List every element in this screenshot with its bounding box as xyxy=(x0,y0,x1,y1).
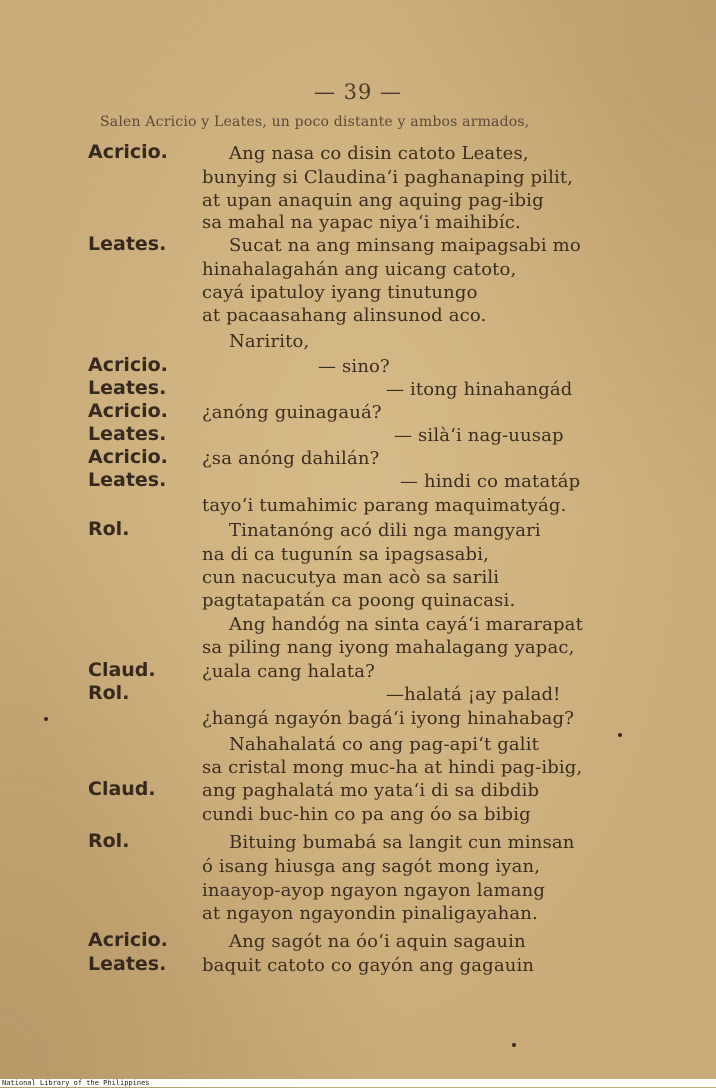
verse-line: — sino? xyxy=(318,356,390,377)
verse-line: — itong hinahangád xyxy=(386,379,573,400)
verse-line: baquit catoto co gayón ang gagauin xyxy=(202,955,535,976)
speaker-name: Acricio. xyxy=(88,400,168,422)
verse-line: Ang sagót na óo‘i aquin sagauin xyxy=(229,931,526,952)
verse-line: Ang nasa co disin catoto Leates, xyxy=(229,143,529,164)
verse-line: Naririto, xyxy=(229,331,310,352)
verse-line: at pacaasahang alinsunod aco. xyxy=(202,305,487,326)
verse-line: at upan anaquin ang aquing pag-ibig xyxy=(202,190,544,211)
verse-line: — hindi co matatáp xyxy=(400,471,581,492)
verse-line: cayá ipatuloy iyang tinutungo xyxy=(202,282,478,303)
verse-line: cundi buc-hin co pa ang óo sa bibig xyxy=(202,804,531,825)
speaker-name: Rol. xyxy=(88,830,130,852)
speaker-name: Rol. xyxy=(88,682,130,704)
speaker-name: Leates. xyxy=(88,953,167,975)
speaker-name: Claud. xyxy=(88,659,156,681)
speaker-name: Claud. xyxy=(88,778,156,800)
verse-line: na di ca tugunín sa ipagsasabi, xyxy=(202,544,489,565)
verse-line: ¿sa anóng dahilán? xyxy=(202,448,380,469)
verse-line: Bituing bumabá sa langit cun minsan xyxy=(229,832,575,853)
verse-line: bunying si Claudina‘i paghanaping pilit, xyxy=(202,167,574,188)
verse-line: —halatá ¡ay palad! xyxy=(386,684,561,705)
verse-line: Nahahalatá co ang pag-api‘t galit xyxy=(229,734,540,755)
speaker-name: Acricio. xyxy=(88,446,168,468)
ink-speck xyxy=(512,1043,516,1047)
verse-line: sa mahal na yapac niya‘i maihibíc. xyxy=(202,212,521,233)
verse-line: hinahalagahán ang uicang catoto, xyxy=(202,259,517,280)
verse-line: cun nacucutya man acò sa sarili xyxy=(202,567,500,588)
verse-line: pagtatapatán ca poong quinacasi. xyxy=(202,590,516,611)
speaker-name: Rol. xyxy=(88,518,130,540)
verse-line: Ang handóg na sinta cayá‘i mararapat xyxy=(229,614,583,635)
verse-line: ¿hangá ngayón bagá‘i iyong hinahabag? xyxy=(202,708,574,729)
verse-line: ang paghalatá mo yata‘i di sa dibdib xyxy=(202,780,540,801)
speaker-name: Leates. xyxy=(88,233,167,255)
verse-line: — silà‘i nag-uusap xyxy=(394,425,564,446)
verse-line: Sucat na ang minsang maipagsabi mo xyxy=(229,235,581,256)
verse-line: Tinatanóng acó dili nga mangyari xyxy=(229,520,541,541)
verse-line: ó isang hiusga ang sagót mong iyan, xyxy=(202,856,541,877)
speaker-name: Acricio. xyxy=(88,141,168,163)
verse-line: ¿uala cang halata? xyxy=(202,661,375,682)
speaker-name: Acricio. xyxy=(88,929,168,951)
verse-line: ¿anóng guinagauá? xyxy=(202,402,382,423)
verse-line: sa piling nang iyong mahalagang yapac, xyxy=(202,637,575,658)
speaker-name: Acricio. xyxy=(88,354,168,376)
ink-speck xyxy=(618,733,622,737)
verse-line: inaayop-ayop ngayon ngayon lamang xyxy=(202,880,546,901)
library-footer: National Library of the Philippines xyxy=(0,1079,716,1087)
speaker-name: Leates. xyxy=(88,469,167,491)
page-number: — 39 — xyxy=(313,80,403,104)
verse-line: at ngayon ngayondin pinaligayahan. xyxy=(202,903,538,924)
speaker-name: Leates. xyxy=(88,423,167,445)
verse-line: sa cristal mong muc-ha at hindi pag-ibig, xyxy=(202,757,583,778)
stage-direction: Salen Acricio y Leates, un poco distante y ambos armados, xyxy=(100,114,530,130)
verse-line: tayo‘i tumahimic parang maquimatyág. xyxy=(202,495,567,516)
speaker-name: Leates. xyxy=(88,377,167,399)
ink-speck xyxy=(44,717,48,721)
